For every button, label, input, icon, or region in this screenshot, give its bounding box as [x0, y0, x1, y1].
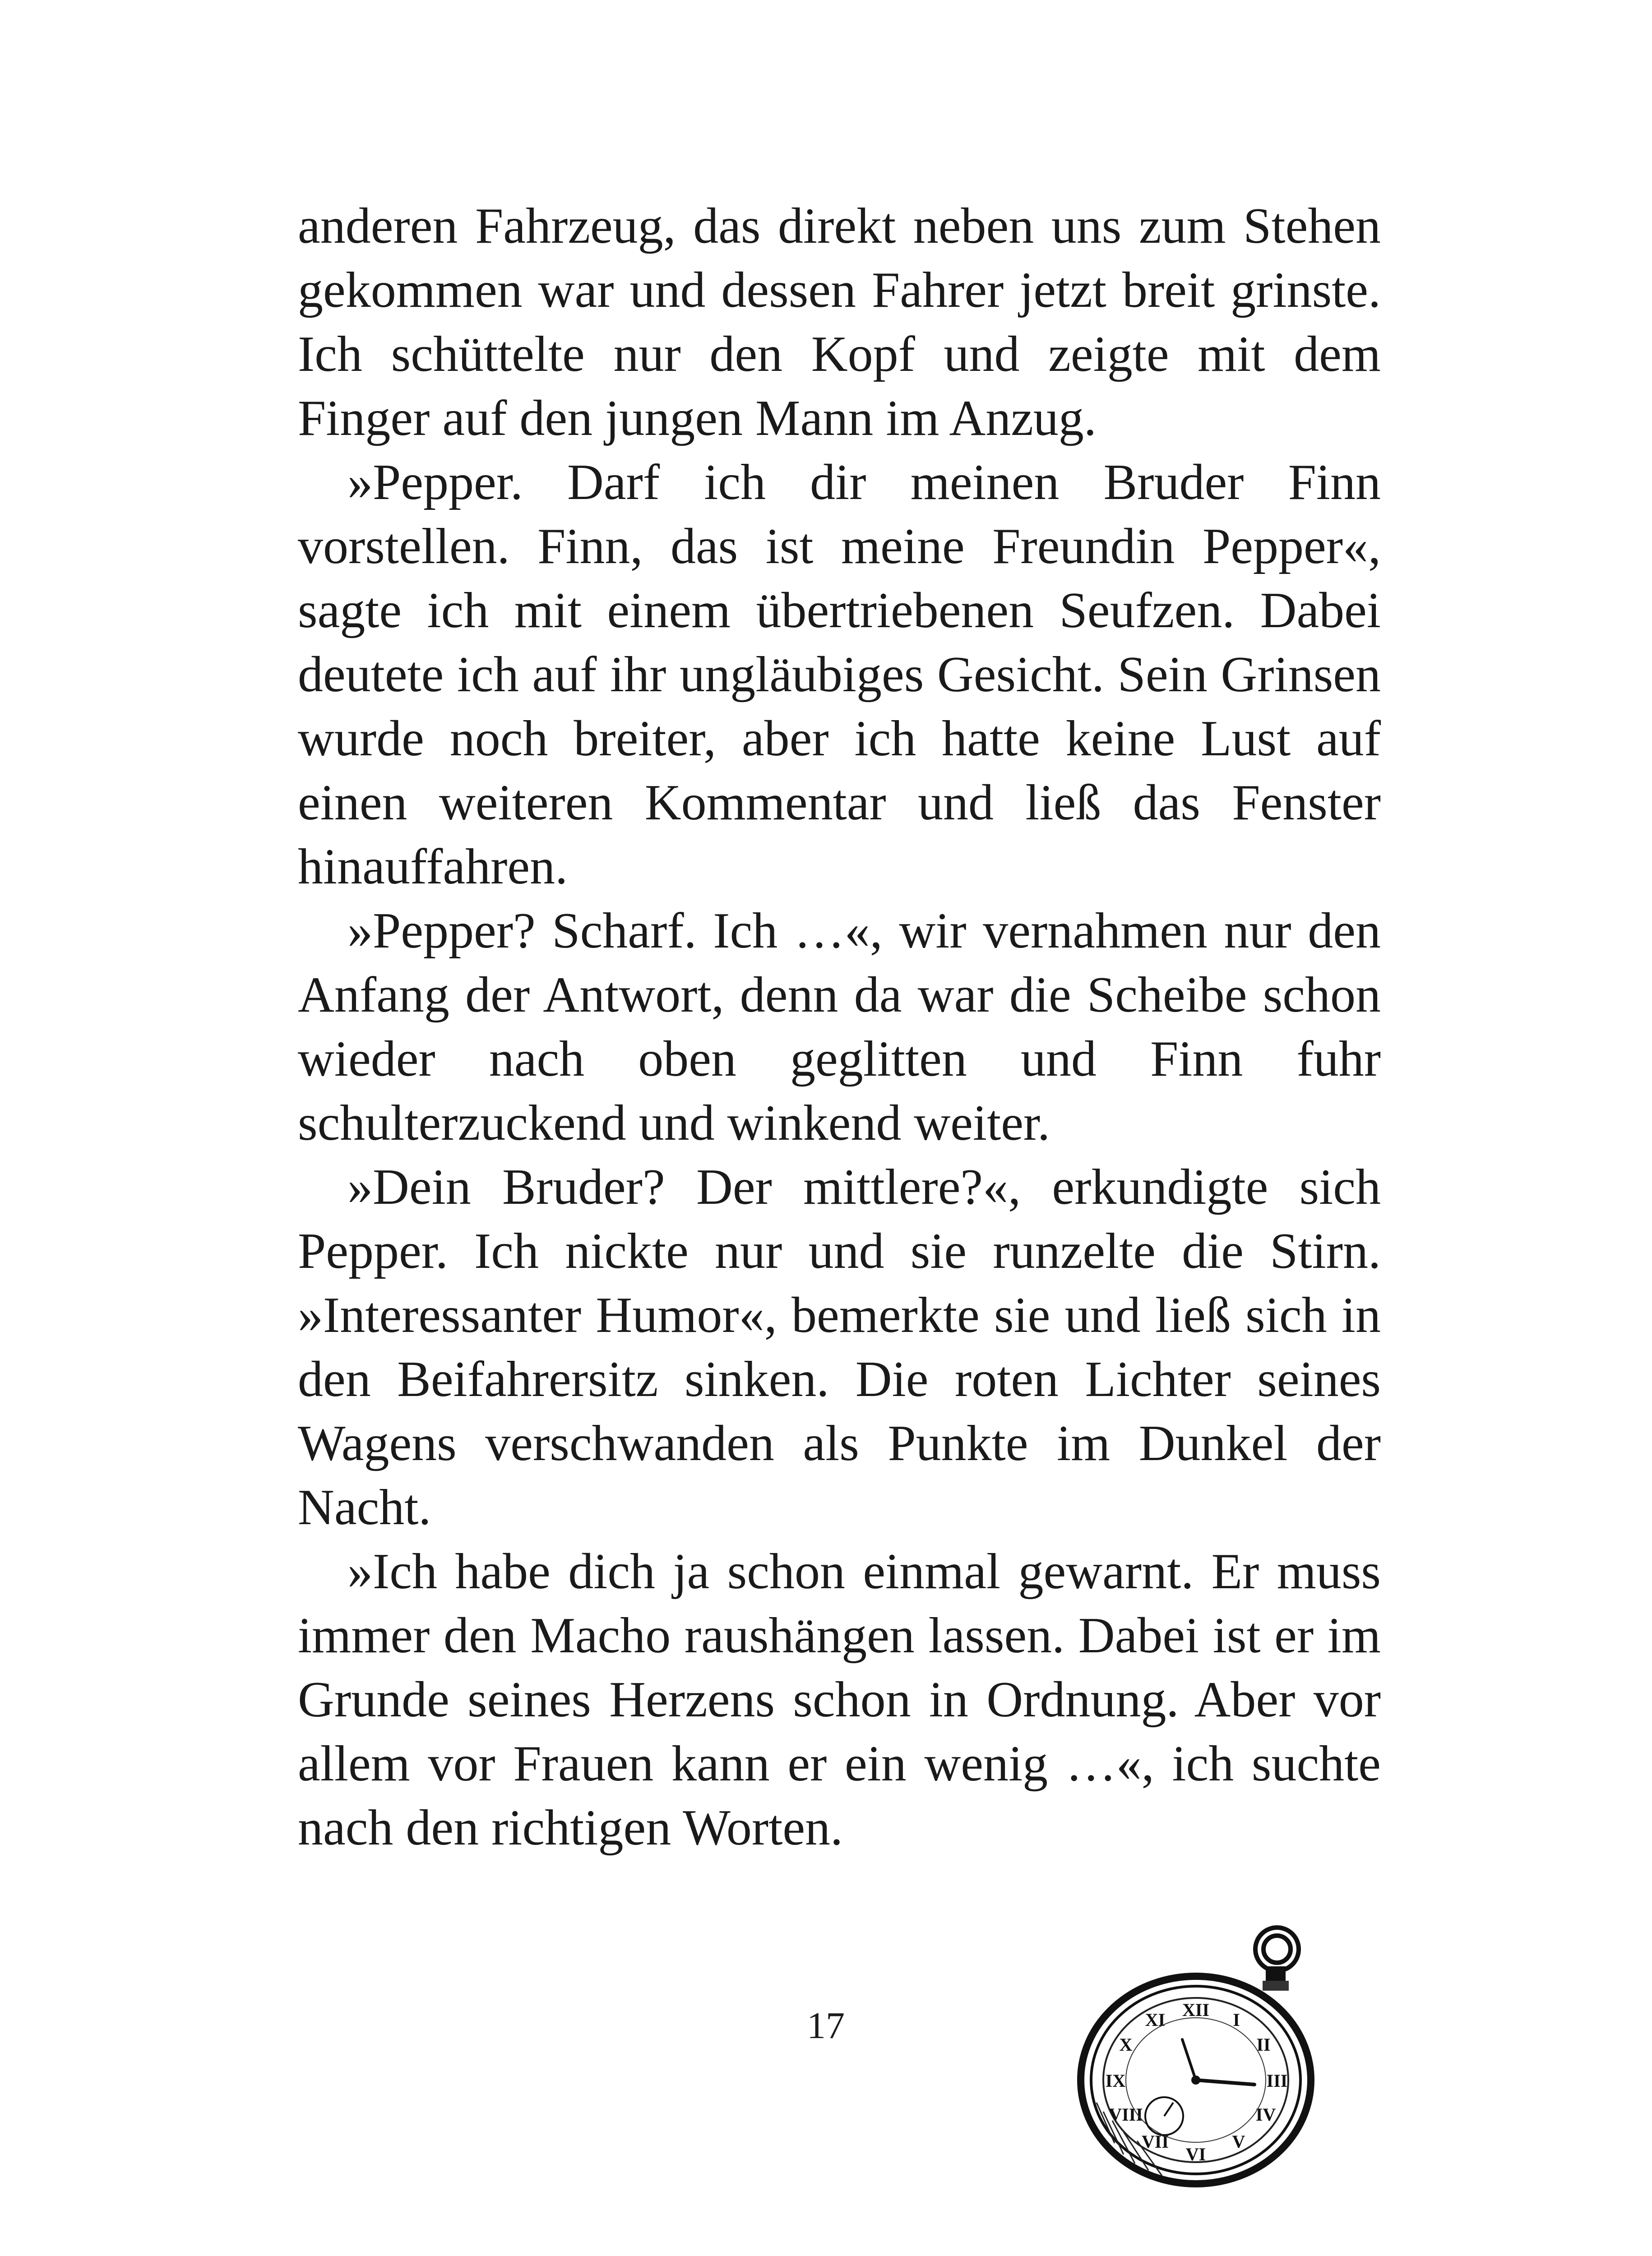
svg-text:XII: XII	[1182, 2000, 1210, 2020]
svg-text:VI: VI	[1185, 2144, 1206, 2164]
page-number: 17	[807, 2005, 845, 2047]
svg-text:VII: VII	[1141, 2131, 1169, 2152]
svg-text:I: I	[1233, 2010, 1240, 2030]
body-text	[298, 194, 1381, 1860]
paragraph-3: »Pepper? Scharf. Ich …«, wir vernahmen nur den Anfang der Antwort, denn da war die Scheibe schon wieder nach oben geglitten und Finn fuhr schulterzuckend und winkend weiter.	[298, 903, 1381, 1151]
svg-text:XI: XI	[1145, 2010, 1166, 2030]
paragraph-4: »Dein Bruder? Der mittlere?«, erkundigte sich Pepper. Ich nickte nur und sie runzelte die Stirn. »Interessanter Humor«, bemerkte sie und ließ sich in den Beifahrersitz sinken. Die roten Lichter seines Wagens verschwanden als Punkte im Dunkel der Nacht.	[298, 1159, 1381, 1535]
svg-text:II: II	[1256, 2034, 1271, 2055]
svg-text:V: V	[1232, 2131, 1245, 2152]
svg-text:VIII: VIII	[1109, 2104, 1143, 2125]
pocket-watch-icon	[1065, 1891, 1345, 2188]
svg-text:X: X	[1119, 2034, 1133, 2055]
svg-text:IV: IV	[1255, 2104, 1276, 2125]
paragraph-1: anderen Fahrzeug, das direkt neben uns zum Stehen gekommen war und dessen Fahrer jetzt breit grinste. Ich schüttelte nur den Kopf und zeigte mit dem Finger auf den jungen Mann im Anzug.	[298, 198, 1381, 446]
svg-text:IX: IX	[1105, 2071, 1126, 2091]
paragraph-5: »Ich habe dich ja schon einmal gewarnt. Er muss immer den Macho raushängen lassen. Dabei ist er im Grunde seines Herzens schon in Ordnung. Aber vor allem vor Frauen kann er ein wenig …«, ich suchte nach den richtigen Worten.	[298, 1544, 1381, 1856]
paragraph-2: »Pepper. Darf ich dir meinen Bruder Finn vorstellen. Finn, das ist meine Freundin Pepper«, sagte ich mit einem übertriebenen Seufzen. Dabei deutete ich auf ihr ungläubiges Gesicht. Sein Grinsen wurde noch breiter, aber ich hatte keine Lust auf einen weiteren Kommentar und ließ das Fenster hinauffahren.	[298, 454, 1381, 895]
svg-text:III: III	[1266, 2071, 1288, 2091]
